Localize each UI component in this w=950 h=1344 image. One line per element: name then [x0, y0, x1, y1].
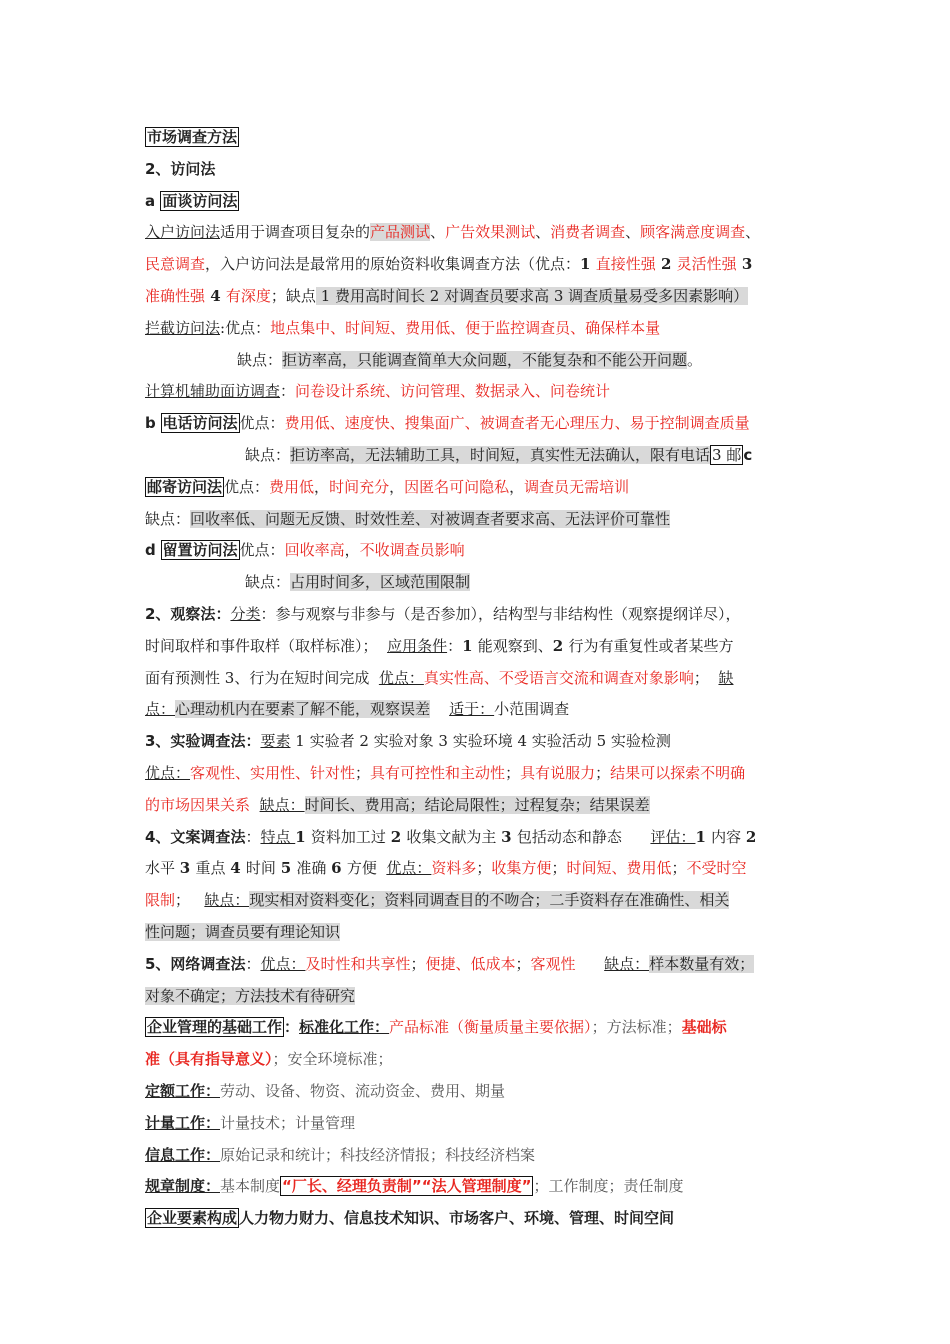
- text-run: 原始记录和统计；科技经济情报；科技经济档案: [220, 1145, 536, 1164]
- text-run: 时间取样和事件取样（取样标准）；: [145, 636, 378, 655]
- text-run: 4: [205, 286, 226, 305]
- text-run: 2: [655, 255, 677, 274]
- text-run: 面有预测性: [145, 668, 221, 687]
- text-run: 现实相对资料变化；资料同调查目的不吻合；二手资料存在准确性、相关: [249, 891, 730, 910]
- text-run: 3: [179, 859, 196, 878]
- text-run: 地点集中、时间短、费用低、便于监控调查员、确保样本量: [270, 318, 661, 337]
- text-run: 、: [745, 223, 761, 242]
- text-run: 资料多: [431, 859, 477, 878]
- text-run: 2: [745, 827, 757, 846]
- intercept-disadvantages: [145, 345, 810, 377]
- text-run: 占用时间多，区域范围限制: [290, 573, 471, 592]
- text-run: 3: [736, 255, 753, 274]
- text-run: 直接性强: [595, 255, 656, 274]
- home-visit-line-2: [145, 249, 810, 281]
- text-run: ；: [595, 763, 611, 782]
- text-run: 企业要素构成: [147, 1209, 238, 1228]
- text-run: ；: [355, 763, 371, 782]
- experiment-line-1: [145, 726, 810, 758]
- text-run: 1 实验者 2 实验对象 3 实验环境 4 实验活动 5 实验检测: [290, 732, 671, 751]
- observation-line-3: [145, 663, 810, 695]
- text-run: 3: [501, 827, 517, 846]
- text-run: ，: [344, 541, 360, 560]
- text-run: 产品测试: [370, 223, 431, 242]
- intercept-advantages: [145, 313, 810, 345]
- text-run: 计量工作：: [145, 1113, 221, 1132]
- text-run: 适于：: [449, 700, 495, 719]
- text-run: 入户访问法: [145, 223, 221, 242]
- text-run: 3、行为在短时间完成: [220, 668, 370, 687]
- text-run: 拦截访问法: [145, 318, 221, 337]
- text-run: 心理动机内在要素了解不能，观察误差: [175, 700, 431, 719]
- text-run: 具有可控性和主动性: [370, 763, 506, 782]
- text-run: ；安全环境标准；: [272, 1050, 393, 1069]
- text-run: 费用低: [269, 477, 315, 496]
- text-run: b: [145, 414, 156, 433]
- text-run: ：: [245, 827, 261, 846]
- text-run: 优点：: [378, 668, 424, 687]
- text-run: 广告效果测试: [445, 223, 536, 242]
- home-visit-line-3: [145, 281, 810, 313]
- text-run: 性问题；调查员要有理论知识: [145, 922, 341, 941]
- text-run: ；: [551, 859, 567, 878]
- measurement-work-line: [145, 1108, 810, 1140]
- text-run: 5: [280, 859, 297, 878]
- text-run: ；工作制度；责任制度: [533, 1177, 684, 1196]
- text-run: 5、网络调查法: [145, 954, 246, 973]
- leave-disadvantages: [145, 567, 810, 599]
- text-run: 、: [430, 223, 446, 242]
- text-run: 客观性、实用性、针对性: [190, 763, 356, 782]
- text-run: 结果可以探索不明确: [610, 763, 746, 782]
- text-run: 1 费用高时间长 2 对调查员要求高 3 调查质量易受多因素影响）: [315, 286, 749, 305]
- text-run: 特点: [260, 827, 296, 846]
- text-run: 优点：: [386, 859, 432, 878]
- text-run: 4: [230, 859, 246, 878]
- experiment-line-3: [145, 790, 810, 822]
- document-research-line-2: [145, 853, 810, 885]
- phone-disadvantages: [145, 440, 810, 472]
- observation-line-4: [145, 694, 810, 726]
- text-run: 时间长、费用高；结论局限性；过程复杂；结果误差: [304, 795, 650, 814]
- text-run: ：: [280, 382, 296, 401]
- text-run: ，: [314, 477, 330, 496]
- text-run: 1: [462, 636, 478, 655]
- text-run: 2: [552, 636, 569, 655]
- text-run: 适用于调查项目复杂的: [220, 223, 371, 242]
- text-run: 客观性: [530, 954, 576, 973]
- text-run: ；: [671, 859, 687, 878]
- text-run: 小范围调查: [494, 700, 570, 719]
- text-run: “厂长、经理负责制”“法人管理制度”: [282, 1177, 532, 1196]
- text-run: 缺点：: [604, 954, 650, 973]
- text-run: 问卷设计系统、访问管理、数据录入、问卷统计: [295, 382, 611, 401]
- text-run: 灵活性强: [676, 255, 737, 274]
- doc-title: 市场调查方法: [147, 128, 238, 146]
- text-run: 缺点：: [237, 350, 283, 369]
- text-run: 计量技术；计量管理: [220, 1113, 356, 1132]
- text-run: 缺点：: [145, 509, 191, 528]
- text-run: 优点：: [239, 541, 285, 560]
- text-run: 费用低、速度快、搜集面广、被调查者无心理压力、易于控制调查质量: [284, 414, 750, 433]
- text-run: 缺点：: [245, 573, 291, 592]
- text-run: 样本数量有效；: [649, 954, 755, 973]
- text-run: ：: [245, 954, 261, 973]
- text-run: ；: [410, 954, 426, 973]
- text-run: 缺: [718, 668, 734, 687]
- text-run: 时间充分: [329, 477, 390, 496]
- phone-advantages: [145, 408, 810, 440]
- text-run: ；缺点: [270, 286, 316, 305]
- text-run: 2、访问法: [145, 159, 216, 178]
- text-run: 信息工作：: [145, 1145, 221, 1164]
- text-run: 人力物力财力、信息技术知识、市场客户、环境、管理、时间空间: [239, 1209, 675, 1228]
- network-line-2: [145, 981, 810, 1013]
- text-run: 3、实验调查法: [145, 732, 246, 751]
- text-run: ，: [389, 477, 405, 496]
- text-run: 行为有重复性或者某些方: [568, 636, 734, 655]
- management-standardization-line: [145, 1012, 810, 1044]
- text-run: ：: [245, 732, 261, 751]
- home-visit-line-1: [145, 217, 810, 249]
- text-run: a: [145, 191, 156, 210]
- text-run: 评估：: [650, 827, 696, 846]
- text-run: ；: [175, 891, 191, 910]
- cai-line: [145, 376, 810, 408]
- text-run: 对象不确定；方法技术有待研究: [145, 986, 356, 1005]
- text-run: 准确: [296, 859, 332, 878]
- document-research-line-4: [145, 917, 810, 949]
- text-run: ；: [505, 763, 521, 782]
- text-run: 限制: [145, 891, 176, 910]
- text-run: 邮寄访问法: [147, 477, 223, 496]
- text-run: ；: [476, 859, 492, 878]
- text-run: 具有说服力: [520, 763, 596, 782]
- text-run: 因匿名可问隐私: [404, 477, 510, 496]
- text-run: ；: [693, 668, 709, 687]
- text-run: 1: [580, 255, 596, 274]
- face-interview-heading: [145, 186, 810, 218]
- text-run: 3 邮: [712, 445, 742, 464]
- text-run: 优点：: [224, 477, 270, 496]
- mail-disadvantages: [145, 504, 810, 536]
- observation-line-1: [145, 599, 810, 631]
- text-run: 便捷、低成本: [425, 954, 516, 973]
- text-run: 分类: [230, 604, 261, 623]
- text-run: 时间短、费用低: [566, 859, 672, 878]
- text-run: 方便: [346, 859, 377, 878]
- network-line-1: [145, 949, 810, 981]
- text-run: 定额工作：: [145, 1081, 221, 1100]
- text-run: 的市场因果关系: [145, 795, 251, 814]
- experiment-line-2: [145, 758, 810, 790]
- text-run: 收集文献为主: [406, 827, 502, 846]
- mail-advantages: [145, 472, 810, 504]
- text-run: 真实性高、不受语言交流和调查对象影响: [423, 668, 694, 687]
- text-run: 。: [687, 350, 703, 369]
- text-run: 包括动态和静态: [516, 827, 622, 846]
- text-run: 缺点：: [204, 891, 250, 910]
- text-run: 准（具有指导意义）: [145, 1050, 273, 1069]
- text-run: 拒访率高，只能调查简单大众问题，不能复杂和不能公开问题: [282, 350, 688, 369]
- text-run: 回收率高: [284, 541, 345, 560]
- text-run: 不收调查员影响: [359, 541, 465, 560]
- text-run: 及时性和共享性: [305, 954, 411, 973]
- text-run: 基础标: [681, 1018, 727, 1037]
- text-run: 基本制度: [220, 1177, 281, 1196]
- text-run: 应用条件: [387, 636, 448, 655]
- document-page: [145, 122, 810, 1235]
- text-run: 有深度: [225, 286, 271, 305]
- text-run: 能观察到、: [477, 636, 553, 655]
- document-research-line-3: [145, 885, 810, 917]
- section-visit-heading: [145, 154, 810, 186]
- text-run: ：: [284, 1018, 300, 1037]
- text-run: c: [743, 445, 753, 464]
- text-run: 规章制度：: [145, 1177, 221, 1196]
- text-run: :优点：: [220, 318, 271, 337]
- management-standardization-line-2: [145, 1044, 810, 1076]
- text-run: 缺点：: [245, 445, 291, 464]
- text-run: d: [145, 541, 156, 560]
- text-run: 电话访问法: [162, 414, 238, 433]
- text-run: 顾客满意度调查: [640, 223, 746, 242]
- text-run: ：参与观察与非参与（是否参加），结构型与非结构性（观察提纲详尽），: [260, 604, 741, 623]
- text-run: 资料加工过: [310, 827, 391, 846]
- text-run: ：: [447, 636, 463, 655]
- text-run: 6: [331, 859, 347, 878]
- text-run: 时间: [245, 859, 281, 878]
- text-run: ；方法标准；: [591, 1018, 682, 1037]
- text-run: 不受时空: [686, 859, 747, 878]
- text-run: ，: [509, 477, 525, 496]
- observation-line-2: [145, 631, 810, 663]
- text-run: 标准化工作：: [299, 1018, 390, 1037]
- text-run: 准确性强: [145, 286, 206, 305]
- quota-work-line: [145, 1076, 810, 1108]
- text-run: 水平: [145, 859, 180, 878]
- text-run: 2、观察法: [145, 604, 216, 623]
- text-run: 优点：: [260, 954, 306, 973]
- text-run: 消费者调查: [550, 223, 626, 242]
- text-run: 、: [535, 223, 551, 242]
- text-run: ，入户访问法是最常用的原始资料收集调查方法（优点：: [205, 255, 581, 274]
- text-run: 调查员无需培训: [524, 477, 630, 496]
- text-run: 、: [625, 223, 641, 242]
- information-work-line: [145, 1140, 810, 1172]
- text-run: 收集方便: [491, 859, 552, 878]
- document-research-line-1: [145, 822, 810, 854]
- leave-advantages: [145, 535, 810, 567]
- text-run: 重点: [195, 859, 231, 878]
- text-run: 面谈访问法: [162, 191, 238, 210]
- text-run: ；: [515, 954, 531, 973]
- text-run: 要素: [260, 732, 291, 751]
- text-run: 民意调查: [145, 255, 206, 274]
- text-run: 拒访率高，无法辅助工具，时间短，真实性无法确认，限有电话: [290, 445, 711, 464]
- text-run: 企业管理的基础工作: [147, 1018, 283, 1037]
- text-run: 优点：: [239, 414, 285, 433]
- text-run: 留置访问法: [162, 541, 238, 560]
- text-run: 1: [695, 827, 712, 846]
- text-run: 缺点：: [259, 795, 305, 814]
- text-run: 优点：: [145, 763, 191, 782]
- text-run: ：: [215, 604, 231, 623]
- text-run: 2: [390, 827, 407, 846]
- text-run: 点：: [145, 700, 176, 719]
- text-run: 回收率低、问题无反馈、时效性差、对被调查者要求高、无法评价可靠性: [190, 509, 671, 528]
- text-run: 1: [295, 827, 311, 846]
- doc-title-line: [145, 122, 810, 154]
- text-run: 产品标准（衡量质量主要依据）: [389, 1018, 592, 1037]
- text-run: 劳动、设备、物资、流动资金、费用、期量: [220, 1081, 506, 1100]
- text-run: 4、文案调查法: [145, 827, 246, 846]
- rules-line: [145, 1171, 810, 1203]
- enterprise-elements-line: [145, 1203, 810, 1235]
- text-run: 计算机辅助面访调查: [145, 382, 281, 401]
- text-run: 内容: [711, 827, 746, 846]
